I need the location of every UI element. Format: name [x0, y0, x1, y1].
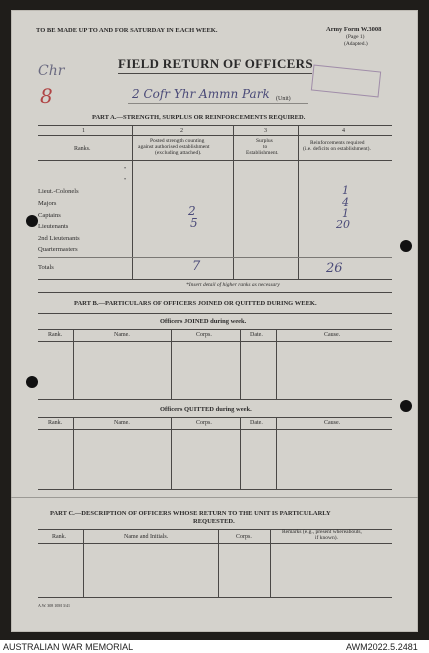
- joined-col-date: Date.: [250, 332, 263, 338]
- totals-label: Totals: [38, 264, 54, 271]
- punch-hole: [26, 215, 38, 227]
- form-page: (Page 1): [346, 34, 365, 40]
- part-c-col-name: Name and Initials.: [124, 534, 169, 540]
- joined-col-name: Name.: [114, 332, 130, 338]
- col-head-surplus: Surplus: [256, 138, 273, 144]
- col-divider: [270, 529, 271, 597]
- rank-captains: Captains: [38, 212, 61, 219]
- rule: [38, 257, 392, 258]
- print-code: A.W. 308 10M 3/41: [38, 603, 70, 608]
- col-divider: [171, 417, 172, 489]
- handwritten-mark: Chr: [38, 63, 65, 79]
- rule: [38, 543, 392, 544]
- part-a-heading: PART A.—STRENGTH, SURPLUS OR REINFORCEMENTS REQUIRED.: [92, 114, 306, 121]
- col-divider: [240, 329, 241, 399]
- rule: [38, 135, 392, 136]
- rule: [38, 160, 392, 161]
- rule: [38, 399, 392, 400]
- col-num-4: 4: [342, 128, 345, 134]
- joined-title: Officers JOINED during week.: [160, 318, 247, 325]
- unit-line: [128, 103, 308, 104]
- rank-qm: Quartermasters: [38, 246, 78, 253]
- quitted-title: Officers QUITTED during week.: [160, 406, 252, 413]
- rank-lt-col: Lieut.-Colonels: [38, 188, 79, 195]
- unit-label: (Unit): [276, 96, 291, 102]
- quitted-col-corps: Corps.: [196, 420, 212, 426]
- col-divider: [73, 417, 74, 489]
- col-divider: [83, 529, 84, 597]
- form-title: FIELD RETURN OF OFFICERS: [118, 56, 313, 71]
- col-divider: [276, 329, 277, 399]
- rank-lieutenants: Lieutenants: [38, 223, 69, 230]
- joined-col-corps: Corps.: [196, 332, 212, 338]
- col-head-ranks: Ranks.: [74, 146, 91, 152]
- punch-hole: [400, 240, 412, 252]
- part-c-col-remarks: if known).: [315, 535, 338, 541]
- punch-hole: [400, 400, 412, 412]
- handwritten-number: 8: [40, 84, 53, 108]
- rule: [38, 417, 392, 418]
- form-adapted: (Adapted.): [344, 41, 368, 47]
- col-num-1: 1: [82, 128, 85, 134]
- fold-line: [11, 497, 418, 498]
- quitted-col-rank: Rank.: [48, 420, 63, 426]
- joined-col-rank: Rank.: [48, 332, 63, 338]
- part-c-heading: REQUESTED.: [193, 518, 235, 525]
- col-head-posted: Posted strength counting: [150, 138, 205, 144]
- total-posted-value: 7: [192, 259, 201, 274]
- rule: [38, 489, 392, 490]
- col-divider: [171, 329, 172, 399]
- quitted-col-name: Name.: [114, 420, 130, 426]
- rule: [38, 429, 392, 430]
- lieutenants-posted-value: 5: [190, 216, 198, 230]
- col-num-2: 2: [180, 128, 183, 134]
- majors-reinf-value: 4: [342, 196, 349, 209]
- joined-col-cause: Cause.: [324, 332, 341, 338]
- instruction-line: TO BE MADE UP TO AND FOR SATURDAY IN EACH WEEK.: [36, 27, 218, 34]
- dot-mark: •: [124, 177, 128, 183]
- col-head-posted: (excluding attached).: [155, 150, 202, 156]
- rule: [38, 329, 392, 330]
- col-head-reinf: (i.e. deficits on establishment).: [303, 146, 371, 152]
- rule: [38, 313, 392, 314]
- footer-left: AUSTRALIAN WAR MEMORIAL: [3, 642, 134, 652]
- captains-posted-value: 2: [188, 204, 196, 218]
- form-number: Army Form W.3008: [326, 26, 382, 33]
- part-c-col-remarks: Remarks (e.g., present whereabouts,: [282, 529, 362, 535]
- lt-col-reinf-value: 1: [342, 184, 349, 197]
- part-c-col-rank: Rank.: [52, 534, 67, 540]
- rule: [38, 341, 392, 342]
- col-head-surplus: to: [263, 144, 268, 150]
- col-divider: [73, 329, 74, 399]
- quitted-col-cause: Cause.: [324, 420, 341, 426]
- quitted-col-date: Date.: [250, 420, 263, 426]
- part-b-heading: PART B.—PARTICULARS OF OFFICERS JOINED OR QUITTED DURING WEEK.: [74, 300, 317, 307]
- dot-mark: •: [124, 166, 128, 172]
- title-underline: [118, 73, 312, 74]
- captains-reinf-value: 1: [342, 207, 349, 220]
- unit-name: 2 Cofr Yhr Ammn Park: [132, 87, 270, 101]
- rule: [38, 279, 392, 280]
- rule: [38, 597, 392, 598]
- higher-ranks-note: *Insert detail of higher ranks as necessary: [186, 282, 280, 288]
- rank-2nd-lts: 2nd Lieutenants: [38, 235, 80, 242]
- col-head-reinf: Reinforcements required: [310, 140, 365, 146]
- col-divider: [276, 417, 277, 489]
- part-c-col-corps: Corps.: [236, 534, 252, 540]
- col-head-surplus: Establishment.: [246, 150, 279, 156]
- col-num-3: 3: [264, 128, 267, 134]
- rule: [38, 292, 392, 293]
- part-c-heading: PART C.—DESCRIPTION OF OFFICERS WHOSE RETURN TO THE UNIT IS PARTICULARLY: [50, 510, 331, 517]
- rule: [38, 125, 392, 126]
- col-divider: [240, 417, 241, 489]
- rank-majors: Majors: [38, 200, 57, 207]
- lieutenants-reinf-value: 20: [336, 218, 350, 231]
- col-divider: [218, 529, 219, 597]
- col-head-posted: against authorised establishment: [138, 144, 210, 150]
- punch-hole: [26, 376, 38, 388]
- total-reinf-value: 26: [326, 261, 343, 276]
- footer-right: AWM2022.5.2481: [346, 642, 418, 652]
